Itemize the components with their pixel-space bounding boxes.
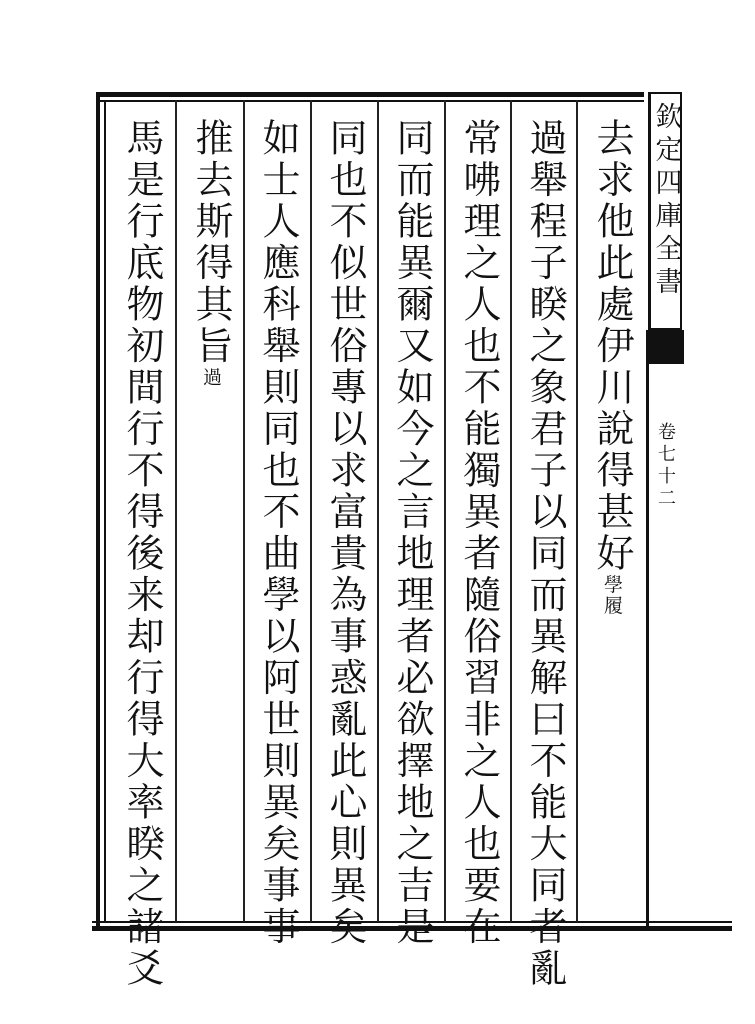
column-text: 去求他此處伊川說得甚好 — [590, 118, 634, 575]
column-note: 過 — [200, 367, 222, 388]
column-divider — [377, 100, 379, 922]
book-title-box — [648, 92, 682, 330]
column-divider — [576, 100, 578, 922]
text-column-8 — [118, 118, 166, 990]
column-divider — [243, 100, 245, 922]
left-border-rule — [96, 92, 100, 930]
text-column-1 — [588, 118, 636, 918]
text-column-5 — [321, 118, 369, 948]
column-text: 馬是行底物初間行不得後来却行得大率睽之諸爻 — [120, 118, 164, 990]
column-text: 同也不似世俗專以求富貴為事惑亂此心則異矣 — [323, 118, 367, 948]
column-divider — [175, 100, 177, 922]
column-text: 常咈理之人也不能獨異者隨俗習非之人也要在 — [457, 118, 501, 948]
volume-label: 卷七十二 — [655, 422, 676, 510]
top-border-rule — [96, 92, 644, 97]
column-divider — [310, 100, 312, 922]
column-divider — [510, 100, 512, 922]
text-column-6 — [254, 118, 302, 948]
column-text: 推去斯得其旨 — [189, 118, 233, 367]
margin-strip-rule — [646, 364, 649, 930]
text-column-3 — [455, 118, 503, 948]
fish-tail-ornament — [646, 330, 684, 364]
book-title: 欽定四庫全書 — [650, 102, 682, 300]
column-note: 學履 — [601, 574, 623, 617]
column-text: 同而能異爾又如今之言地理者必欲擇地之吉是 — [390, 118, 434, 948]
left-inner-rule — [104, 100, 106, 922]
margin-strip — [646, 92, 732, 930]
top-inner-rule — [96, 100, 644, 102]
column-divider — [444, 100, 446, 922]
column-text: 如士人應科舉則同也不曲學以阿世則異矣事事 — [256, 118, 300, 948]
text-column-4 — [388, 118, 436, 948]
text-column-2 — [521, 118, 569, 990]
column-text: 過舉程子睽之象君子以同而異解曰不能大同者亂 — [523, 118, 567, 990]
text-column-7 — [187, 118, 235, 918]
